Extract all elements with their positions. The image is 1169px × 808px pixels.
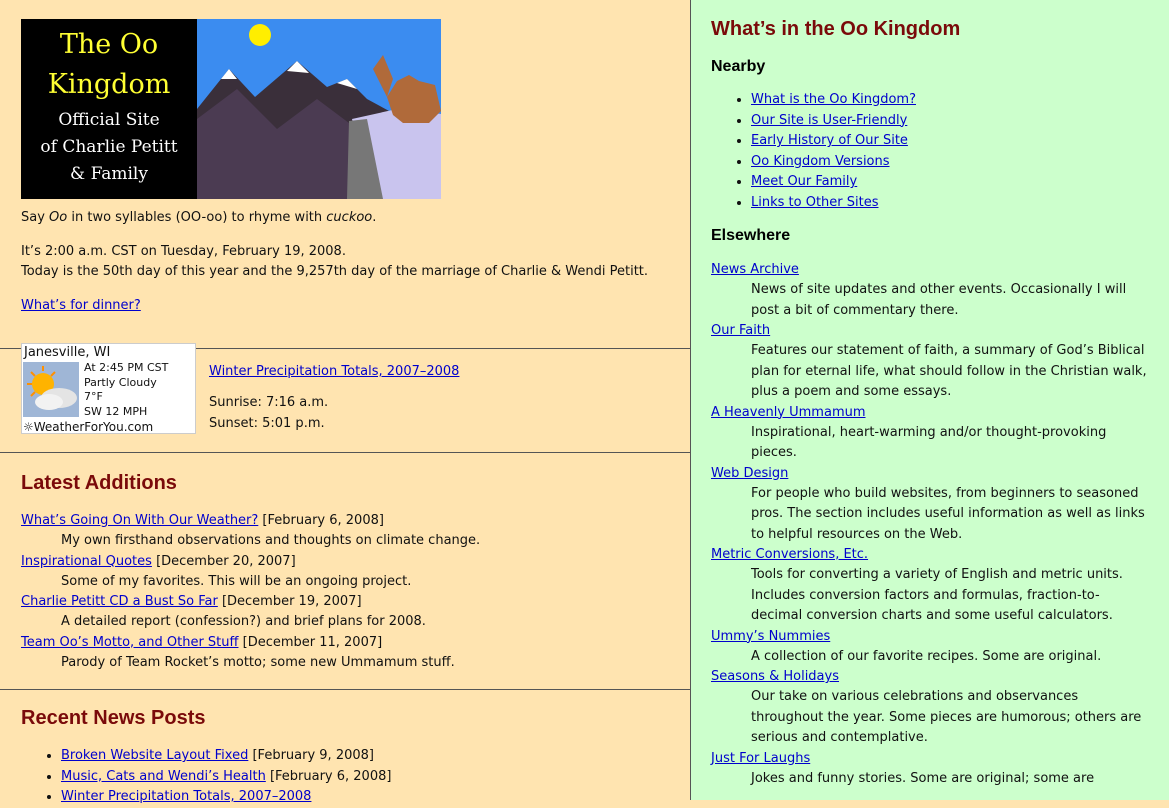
list-item: Team Oo’s Motto, and Other Stuff [December 11, 2007] <box>21 634 383 650</box>
item-description: Tools for converting a variety of English and metric units. Includes conversion factors and formulas, fraction-to-decimal conversion charts and some useful calculators. <box>751 567 1123 623</box>
nearby-list <box>711 90 1149 213</box>
item-description: Our take on various celebrations and observances throughout the year. Some pieces are humorous; others are serious and contemplative. <box>751 689 1142 745</box>
elsewhere-heading: Elsewhere <box>711 227 791 244</box>
list-item: • Music, Cats and Wendi’s Health [February 6, 2008] <box>61 767 669 788</box>
list-item <box>751 90 1149 111</box>
nearby-link[interactable]: Links to Other Sites <box>751 194 879 210</box>
pronunciation-note: Say Oo in two syllables (OO-oo) to rhyme with cuckoo. <box>21 210 377 225</box>
item-description: Jokes and funny stories. Some are original; some are <box>751 770 1095 786</box>
latest-additions-list <box>21 511 669 673</box>
weather-time: At 2:45 PM CST <box>84 361 169 374</box>
item-description: For people who build websites, from beginners to seasoned pros. The section includes useful information as well as links to helpful resources on the Web. <box>751 485 1145 542</box>
nearby-link[interactable]: What is the Oo Kingdom? <box>751 92 916 107</box>
item-description: Features our statement of faith, a summary of God’s Biblical plan for eternal life, what should follow in the Christian walk, plus a poem and some essays. <box>751 343 1147 399</box>
news-item-link[interactable]: Music, Cats and Wendi’s Health <box>61 768 266 784</box>
news-item-link[interactable]: Winter Precipitation Totals, 2007–2008 <box>61 789 312 804</box>
elsewhere-list <box>711 260 1149 789</box>
weather-brand[interactable]: ☼WeatherForYou.com <box>23 420 154 434</box>
list-item <box>711 403 1149 423</box>
sidebar-heading: What’s in the Oo Kingdom <box>711 18 961 40</box>
elsewhere-link[interactable]: News Archive <box>711 262 799 277</box>
latest-item-link[interactable]: What’s Going On With Our Weather? <box>21 513 259 528</box>
weather-condition: Partly Cloudy <box>84 375 157 389</box>
weather-city: Janesville, WI <box>24 345 111 360</box>
list-item <box>711 667 1149 687</box>
list-item <box>751 152 1149 173</box>
item-description: Parody of Team Rocket’s motto; some new Ummamum stuff. <box>61 654 455 670</box>
list-item <box>751 193 1149 214</box>
current-time: It’s 2:00 a.m. CST on Tuesday, February 19, 2008. <box>21 244 346 259</box>
elsewhere-link[interactable]: Web Design <box>711 465 789 481</box>
latest-item-link[interactable]: Team Oo’s Motto, and Other Stuff <box>21 634 239 650</box>
item-description: News of site updates and other events. Occasionally I will post a bit of commentary there. <box>751 282 1127 318</box>
list-item: Charlie Petitt CD a Bust So Far [December 19, 2007] <box>21 594 362 609</box>
nearby-link[interactable]: Oo Kingdom Versions <box>751 153 890 169</box>
nearby-link[interactable]: Our Site is User-Friendly <box>751 112 908 128</box>
weather-conditions <box>84 361 168 419</box>
sunset-time: Sunset: 5:01 p.m. <box>209 416 325 431</box>
nearby-link[interactable]: Meet Our Family <box>751 174 858 189</box>
list-item <box>751 131 1149 152</box>
logo-text-block <box>21 19 197 199</box>
list-item <box>751 111 1149 132</box>
nearby-heading: Nearby <box>711 58 766 75</box>
sidebar <box>691 0 1169 800</box>
list-item <box>711 545 1149 565</box>
weather-temp: 7°F <box>84 390 103 403</box>
elsewhere-link[interactable]: A Heavenly Ummamum <box>711 404 866 420</box>
logo-title: The Oo Kingdom <box>47 29 171 100</box>
recent-news-section <box>0 690 690 808</box>
list-item <box>711 321 1149 341</box>
site-logo[interactable] <box>21 19 441 199</box>
list-item <box>711 260 1149 280</box>
list-item <box>711 464 1149 484</box>
sunrise-time: Sunrise: 7:16 a.m. <box>209 395 329 410</box>
item-description: Some of my favorites. This will be an ongoing project. <box>61 573 412 589</box>
news-item-link[interactable]: Broken Website Layout Fixed <box>61 748 249 763</box>
item-description: My own firsthand observations and thoughts on climate change. <box>61 533 481 548</box>
recent-news-list <box>21 746 669 808</box>
day-count: Today is the 50th day of this year and the 9,257th day of the marriage of Charlie & Wendi Petitt. <box>21 264 649 279</box>
list-item <box>751 172 1149 193</box>
recent-news-heading: Recent News Posts <box>21 707 206 729</box>
elsewhere-link[interactable]: Just For Laughs <box>711 750 811 766</box>
latest-additions-section <box>0 453 690 690</box>
list-item <box>61 787 669 808</box>
item-description: A detailed report (confession?) and brief plans for 2008. <box>61 614 426 629</box>
elsewhere-link[interactable]: Metric Conversions, Etc. <box>711 547 869 562</box>
elsewhere-link[interactable]: Our Faith <box>711 323 771 338</box>
precip-totals-link[interactable]: Winter Precipitation Totals, 2007–2008 <box>209 364 460 379</box>
logo-subtitle: Official Site of Charlie Petitt & Family <box>40 110 178 184</box>
partly-cloudy-icon <box>23 362 79 417</box>
list-item: • Broken Website Layout Fixed [February 9, 2008] <box>61 746 669 767</box>
latest-additions-heading: Latest Additions <box>21 472 177 494</box>
whats-for-dinner-link[interactable]: What’s for dinner? <box>21 298 141 313</box>
intro-section <box>0 19 690 349</box>
item-description: Inspirational, heart-warming and/or thought-provoking pieces. <box>751 424 1107 460</box>
elsewhere-link[interactable]: Ummy’s Nummies <box>711 628 831 644</box>
list-item: Inspirational Quotes [December 20, 2007] <box>21 553 296 569</box>
elsewhere-link[interactable]: Seasons & Holidays <box>711 669 839 684</box>
sun-small-icon: ☼ <box>23 420 34 434</box>
list-item <box>711 627 1149 647</box>
mountain-wolf-illustration <box>197 19 441 199</box>
weather-wind: SW 12 MPH <box>84 404 148 418</box>
latest-item-link[interactable]: Inspirational Quotes <box>21 553 152 569</box>
list-item <box>711 749 1149 769</box>
latest-item-link[interactable]: Charlie Petitt CD a Bust So Far <box>21 594 218 609</box>
nearby-link[interactable]: Early History of Our Site <box>751 133 908 148</box>
list-item: What’s Going On With Our Weather? [February 6, 2008] <box>21 513 384 528</box>
weather-widget[interactable] <box>21 343 196 434</box>
item-description: A collection of our favorite recipes. Some are original. <box>751 648 1102 664</box>
